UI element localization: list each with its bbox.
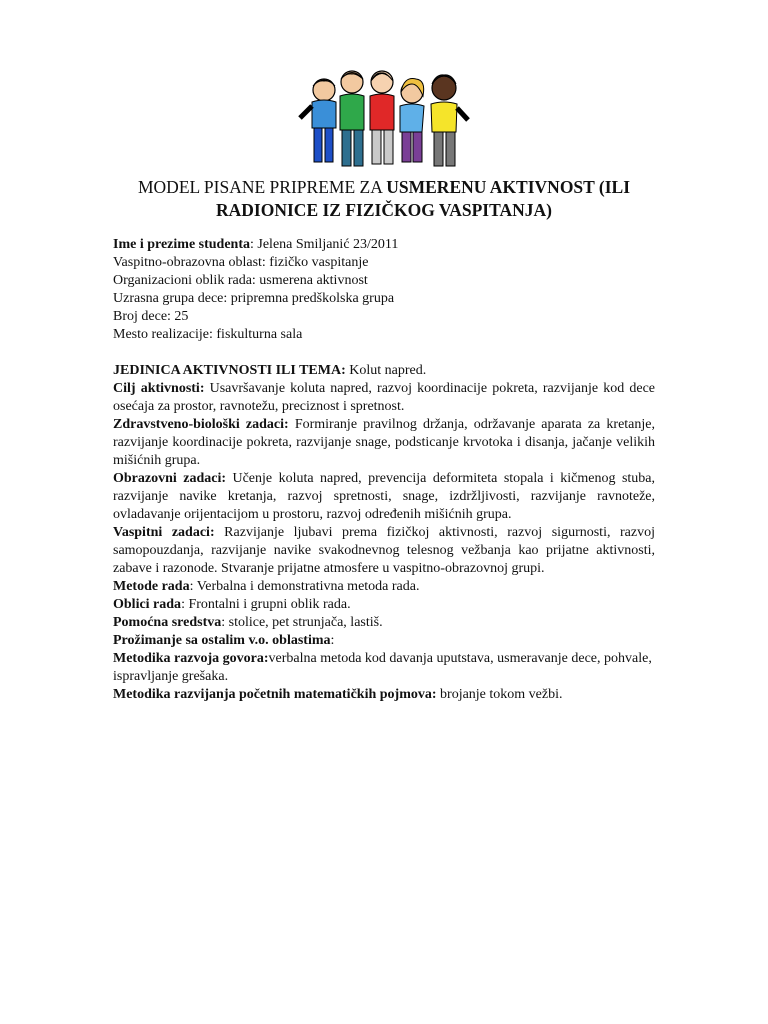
math-methodology-label: Metodika razvijanja početnih matematičkih pojmova:: [113, 687, 437, 702]
info-block: [113, 236, 655, 344]
forms-text: : Frontalni i grupni oblik rada.: [181, 597, 351, 612]
methods-text: : Verbalna i demonstrativna metoda rada.: [189, 579, 420, 594]
aids-section: [113, 614, 655, 632]
children-group-illustration: [296, 66, 472, 174]
math-methodology-section: [113, 686, 655, 704]
child-figure: [300, 79, 336, 162]
speech-methodology-text: verbalna metoda kod davanja uputstava, usmeravanje dece, pohvale, ispravljanje grešaka.: [113, 651, 652, 684]
upbringing-tasks-text: Razvijanje ljubavi prema fizičkoj aktivnosti, razvoj sigurnosti, razvoj samopouzdanja, razvijanje navike svakodnevnog telesnog vežbanja kao prijatne aktivnosti, zabave i razonode. Stvaranje prijatne atmosfere u vaspitno-obrazovnoj grupi.: [113, 525, 656, 576]
educational-tasks-label: Obrazovni zadaci:: [113, 471, 227, 486]
math-methodology-text: brojanje tokom vežbi.: [436, 687, 563, 702]
child-figure: [340, 71, 364, 166]
integration-text: :: [330, 633, 335, 648]
integration-section: [113, 632, 655, 650]
area-line: Vaspitno-obrazovna oblast: fizičko vaspitanje: [113, 255, 369, 270]
goal-text: Usavršavanje koluta napred, razvoj koordinacije pokreta, razvijanje kod dece osećaja za prostor, ravnotežu, preciznost i spretnost.: [113, 381, 655, 414]
methods-section: [113, 578, 655, 596]
document-body: [113, 236, 655, 704]
child-figure: [370, 71, 394, 164]
child-figure: [400, 79, 424, 162]
integration-label: Prožimanje sa ostalim v.o. oblastima: [113, 633, 331, 648]
upbringing-tasks-label: Vaspitni zadaci:: [113, 525, 215, 540]
speech-methodology-label: Metodika razvoja govora:: [113, 651, 269, 666]
goal-label: Cilj aktivnosti:: [113, 381, 205, 396]
age-group-line: Uzrasna grupa dece: pripremna predškolska grupa: [113, 291, 395, 306]
health-tasks-section: [113, 416, 655, 470]
student-label: Ime i prezime studenta: [113, 237, 250, 252]
goal-section: [113, 380, 655, 416]
child-figure: [431, 75, 468, 166]
topic-section: [113, 362, 655, 380]
topic-label: JEDINICA AKTIVNOSTI ILI TEMA:: [113, 363, 346, 378]
place-line: Mesto realizacije: fiskulturna sala: [113, 327, 303, 342]
children-count-line: Broj dece: 25: [113, 309, 189, 324]
educational-tasks-section: [113, 470, 655, 524]
title-part-regular: MODEL PISANE PRIPREME ZA: [137, 177, 387, 197]
topic-text: Kolut napred.: [345, 363, 427, 378]
aids-text: : stolice, pet strunjača, lastiš.: [221, 615, 383, 630]
student-line: [113, 236, 655, 254]
title-part-bold: USMERENU AKTIVNOST (ILI RADIONICE IZ FIZIČKOG VASPITANJA): [216, 177, 631, 220]
aids-label: Pomoćna sredstva: [113, 615, 222, 630]
methods-label: Metode rada: [113, 579, 190, 594]
speech-methodology-section: [113, 650, 655, 686]
organization-line: Organizacioni oblik rada: usmerena aktivnost: [113, 273, 368, 288]
health-tasks-text: Formiranje pravilnog držanja, održavanje aparata za kretanje, razvijanje koordinacije pokreta, razvijanje snage, podsticanje krvotoka i disanja, jačanje velikih mišićnih grupa.: [113, 417, 655, 468]
upbringing-tasks-section: [113, 524, 655, 578]
forms-label: Oblici rada: [113, 597, 182, 612]
document-title: [96, 176, 672, 222]
health-tasks-label: Zdravstveno-biološki zadaci:: [113, 417, 289, 432]
forms-section: [113, 596, 655, 614]
student-value: : Jelena Smiljanić 23/2011: [250, 237, 399, 252]
educational-tasks-text: Učenje koluta napred, prevencija deformiteta stopala i kičmenog stuba, razvijanje navike kretanja, razvoj spretnosti, snage, izdržljivosti, razvijanje ravnoteže, ovladavanje orijentacijom u prostoru, razvoj određenih mišićnih grupa.: [113, 471, 655, 522]
